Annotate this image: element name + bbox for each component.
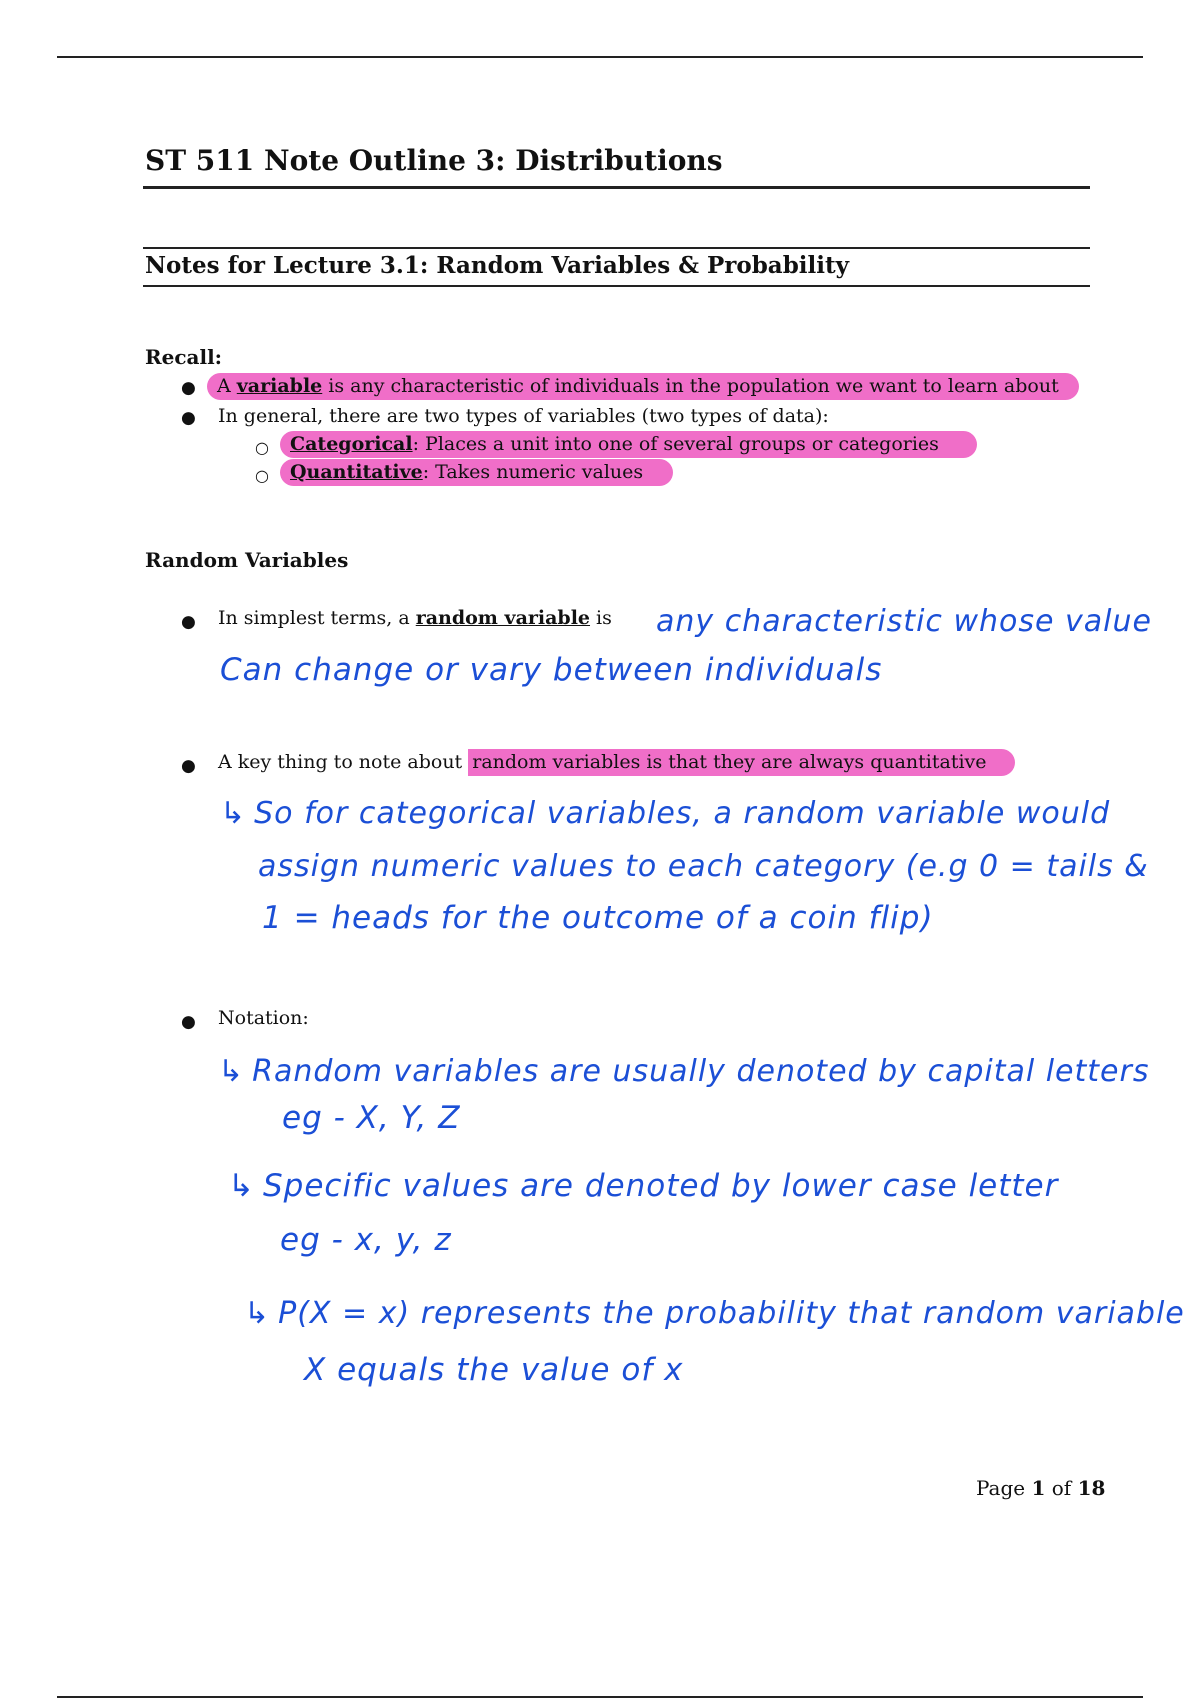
title-rule xyxy=(143,186,1090,189)
circle-bullet-icon: ○ xyxy=(255,438,269,457)
handwritten-note: 1 = heads for the outcome of a coin flip) xyxy=(262,900,934,936)
subtitle-rule-top xyxy=(143,247,1090,249)
bullet-icon: ● xyxy=(181,378,196,398)
bottom-rule xyxy=(57,1696,1143,1698)
subtitle-rule-bottom xyxy=(143,285,1090,287)
bullet-icon: ● xyxy=(181,612,196,632)
page-word: Page xyxy=(976,1476,1032,1500)
hand-line: So for categorical variables, a random variable would xyxy=(254,796,1111,831)
hooked-arrow-icon: ↳ xyxy=(244,1296,271,1331)
page-total: 18 xyxy=(1077,1476,1106,1500)
hooked-arrow-icon: ↳ xyxy=(228,1168,255,1204)
recall-sub-categorical xyxy=(280,433,977,455)
rv-b1-prefix: In simplest terms, a xyxy=(218,607,416,629)
handwritten-note: assign numeric values to each category (e.g 0 = tails & xyxy=(258,849,1149,884)
top-rule xyxy=(57,56,1143,58)
recall-b1-rest: is any characteristic of individuals in the population we want to learn about xyxy=(322,375,1059,397)
term-random-variable: random variable xyxy=(415,607,591,629)
recall-item-variable xyxy=(207,375,1079,397)
handwritten-note xyxy=(220,796,1110,831)
section-subtitle: Notes for Lecture 3.1: Random Variables & Probability xyxy=(145,252,849,279)
handwritten-note: any characteristic whose value xyxy=(656,604,1152,639)
highlight xyxy=(280,431,977,458)
recall-sub-quantitative xyxy=(280,461,673,483)
hooked-arrow-icon: ↳ xyxy=(220,796,247,831)
random-variables-heading: Random Variables xyxy=(145,548,349,572)
term-variable: variable xyxy=(236,375,323,397)
notation-label: Notation: xyxy=(218,1007,309,1029)
highlight: random variables is that they are always quantitative xyxy=(468,749,1014,776)
page-current: 1 xyxy=(1031,1476,1046,1500)
hand-line: Random variables are usually denoted by capital letters xyxy=(252,1054,1150,1089)
term-quantitative: Quantitative xyxy=(290,461,423,483)
hand-line: Specific values are denoted by lower case letter xyxy=(262,1168,1059,1204)
highlight xyxy=(207,373,1079,400)
bullet-icon: ● xyxy=(181,1012,196,1032)
hooked-arrow-icon: ↳ xyxy=(218,1054,245,1089)
circle-bullet-icon: ○ xyxy=(255,466,269,485)
recall-heading: Recall: xyxy=(145,345,223,369)
page-number xyxy=(976,1476,1105,1500)
recall-item-types: In general, there are two types of variables (two types of data): xyxy=(218,405,829,427)
handwritten-note: Can change or vary between individuals xyxy=(220,652,883,688)
handwritten-note: eg - x, y, z xyxy=(280,1222,452,1258)
handwritten-note xyxy=(218,1054,1149,1089)
handwritten-note xyxy=(244,1296,1185,1331)
rv-b1-suffix: is xyxy=(590,607,612,629)
recall-b1-prefix: A xyxy=(217,375,237,397)
handwritten-note: X equals the value of x xyxy=(304,1352,684,1388)
rv-quantitative-note xyxy=(218,751,1015,773)
bullet-icon: ● xyxy=(181,408,196,428)
handwritten-note xyxy=(228,1168,1058,1204)
page-of: of xyxy=(1045,1476,1078,1500)
bullet-icon: ● xyxy=(181,756,196,776)
term-categorical: Categorical xyxy=(290,433,413,455)
page-title: ST 511 Note Outline 3: Distributions xyxy=(145,144,723,177)
rv-b2-prefix: A key thing to note about xyxy=(218,751,469,773)
recall-s2-rest: : Takes numeric values xyxy=(422,461,644,483)
rv-definition-lead xyxy=(218,607,612,629)
recall-s1-rest: : Places a unit into one of several groups or categories xyxy=(412,433,939,455)
highlight xyxy=(280,459,673,486)
hand-line: P(X = x) represents the probability that random variable xyxy=(278,1296,1185,1331)
handwritten-note: eg - X, Y, Z xyxy=(282,1100,461,1136)
